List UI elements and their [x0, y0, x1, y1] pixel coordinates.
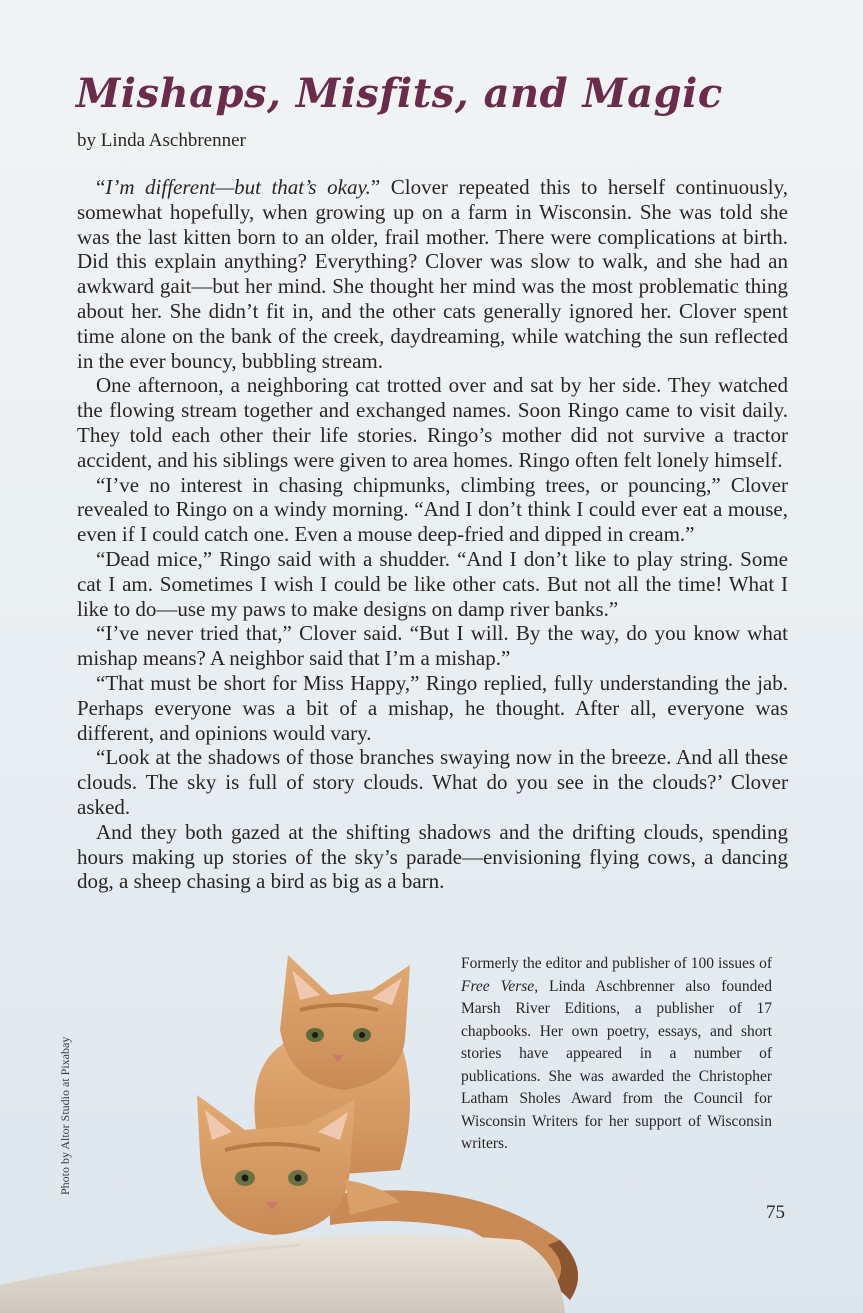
- author-bio: [461, 953, 772, 1156]
- photo-credit: Photo by Altor Studio at Pixabay: [58, 1036, 72, 1195]
- story-paragraph: “Look at the shadows of those branches swaying now in the breeze. And all these clouds. The sky is full of story clouds. What do you see in the clouds?’ Clover asked.: [77, 745, 788, 819]
- story-paragraph: “I’ve no interest in chasing chipmunks, climbing trees, or pouncing,” Clover revealed to Ringo on a windy morning. “And I don’t think I could ever eat a mouse, even if I could catch one. Even a mouse deep-fried and dipped in cream.”: [77, 472, 788, 547]
- opening-quote: I’m different—but that’s okay.: [105, 175, 371, 199]
- bio-text-start: Formerly the editor and publisher of 100 issues of: [461, 955, 772, 972]
- bio-text-end: , Linda Aschbrenner also founded Marsh River Editions, a publisher of 17 chapbooks. Her own poetry, essays, and short stories have appeared in a number of publications. She was awarded the Christopher Latham Sholes Award from the Council for Wisconsin Writers for her support of Wisconsin writers.: [461, 977, 772, 1152]
- story-paragraph: “I’ve never tried that,” Clover said. “But I will. By the way, do you know what mishap means? A neighbor said that I’m a mishap.”: [77, 621, 788, 671]
- story-body: [77, 175, 788, 894]
- bio-text: [461, 953, 772, 1156]
- article-title: Mishaps, Misfits, and Magic: [76, 70, 723, 117]
- byline: by Linda Aschbrenner: [77, 130, 246, 151]
- page-number: 75: [766, 1202, 785, 1223]
- story-paragraph: “That must be short for Miss Happy,” Ringo replied, fully understanding the jab. Perhaps everyone was a bit of a mishap, he thought. After all, everyone was different, and opinions would vary.: [77, 670, 788, 745]
- story-paragraph: “I’m different—but that’s okay.” Clover repeated this to herself continuously, somewhat hopefully, when growing up on a farm in Wisconsin. She was told she was the last kitten born to an older, frail mother. There were complications at birth. Did this explain anything? Everything? Clover was slow to walk, and she had an awkward gait—but her mind. She thought her mind was the most problematic thing about her. She didn’t fit in, and the other cats generally ignored her. Clover spent time alone on the bank of the creek, daydreaming, while watching the sun reflected in the ever bouncy, bubbling stream.: [77, 175, 788, 373]
- story-paragraph: And they both gazed at the shifting shadows and the drifting clouds, spending hours making up stories of the sky’s parade—envisioning flying cows, a dancing dog, a sheep chasing a bird as big as a barn.: [77, 819, 788, 894]
- story-paragraph: One afternoon, a neighboring cat trotted over and sat by her side. They watched the flowing stream together and exchanged names. Soon Ringo came to visit daily. They told each other their life stories. Ringo’s mother did not survive a tractor accident, and his siblings were given to area homes. Ringo often felt lonely himself.: [77, 373, 788, 472]
- story-paragraph: “Dead mice,” Ringo said with a shudder. “And I don’t like to play string. Some cat I am. Sometimes I wish I could be like other cats. But not all the time! What I like to do—use my paws to make designs on damp river banks.”: [77, 546, 788, 621]
- bio-publication-title: Free Verse: [461, 977, 535, 995]
- paragraph-text: ” Clover repeated this to herself continuously, somewhat hopefully, when growing up on a farm in Wisconsin. She was told she was the last kitten born to an older, frail mother. There were complications at birth. Did this explain anything? Everything? Clover was slow to walk, and she had an awkward gait—but her mind. She thought her mind was the most problematic thing about her. She didn’t fit in, and the other cats generally ignored her. Clover spent time alone on the bank of the creek, daydreaming, while watching the sun reflected in the ever bouncy, bubbling stream.: [77, 175, 788, 373]
